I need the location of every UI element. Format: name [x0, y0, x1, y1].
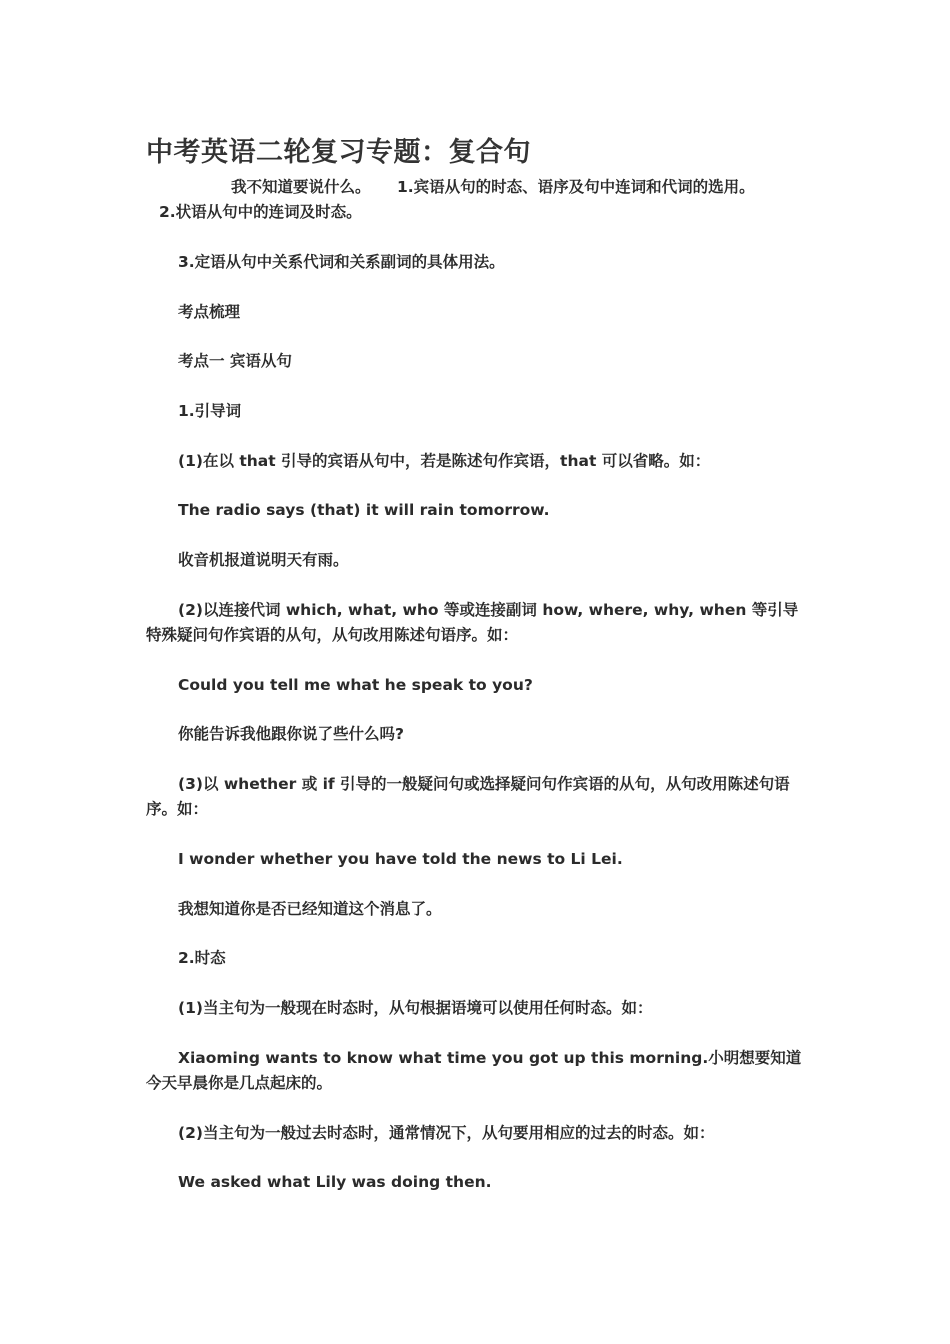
example-sentence-en: We asked what Lily was doing then. — [178, 1173, 492, 1191]
rule-present-tense: (1)当主句为一般现在时态时，从句根据语境可以使用任何时态。如： — [178, 999, 653, 1017]
subsection-heading-conjunctions: 1.引导词 — [178, 402, 242, 420]
intro-point-3: 3.定语从句中关系代词和关系副词的具体用法。 — [178, 253, 505, 271]
example-sentence-zh: 你能告诉我他跟你说了些什么吗? — [178, 725, 404, 743]
topic-heading: 考点一 宾语从句 — [178, 352, 292, 370]
example-sentence-zh: 收音机报道说明天有雨。 — [178, 551, 349, 569]
rule-whether-clause: (3)以 whether 或 if 引导的一般疑问句或选择疑问句作宾语的从句，从句改用陈述句语序。如： — [146, 775, 790, 818]
intro-point-2: 2.状语从句中的连词及时态。 — [159, 203, 362, 221]
example-sentence-en: The radio says (that) it will rain tomorrow. — [178, 501, 550, 519]
example-sentence-en: I wonder whether you have told the news to Li Lei. — [178, 850, 623, 868]
section-heading: 考点梳理 — [178, 303, 241, 321]
example-sentence-zh: 我想知道你是否已经知道这个消息了。 — [178, 900, 442, 918]
intro-lead: 我不知道要说什么。 — [231, 178, 371, 196]
rule-that-clause: (1)在以 that 引导的宾语从句中，若是陈述句作宾语，that 可以省略。如： — [178, 452, 711, 470]
document-title: 中考英语二轮复习专题：复合句 — [146, 137, 531, 168]
rule-past-tense: (2)当主句为一般过去时态时，通常情况下，从句要用相应的过去的时态。如： — [178, 1124, 715, 1142]
intro-point-1: 1.宾语从句的时态、语序及句中连词和代词的选用。 — [397, 178, 755, 196]
rule-wh-clause: (2)以连接代词 which, what, who 等或连接副词 how, where, why, when 等引导特殊疑问句作宾语的从句，从句改用陈述句语序。如： — [146, 601, 799, 644]
example-sentence-mixed: Xiaoming wants to know what time you got up this morning.小明想要知道今天早晨你是几点起床的。 — [146, 1049, 802, 1092]
example-sentence-en: Could you tell me what he speak to you? — [178, 676, 533, 694]
subsection-heading-tense: 2.时态 — [178, 949, 226, 967]
